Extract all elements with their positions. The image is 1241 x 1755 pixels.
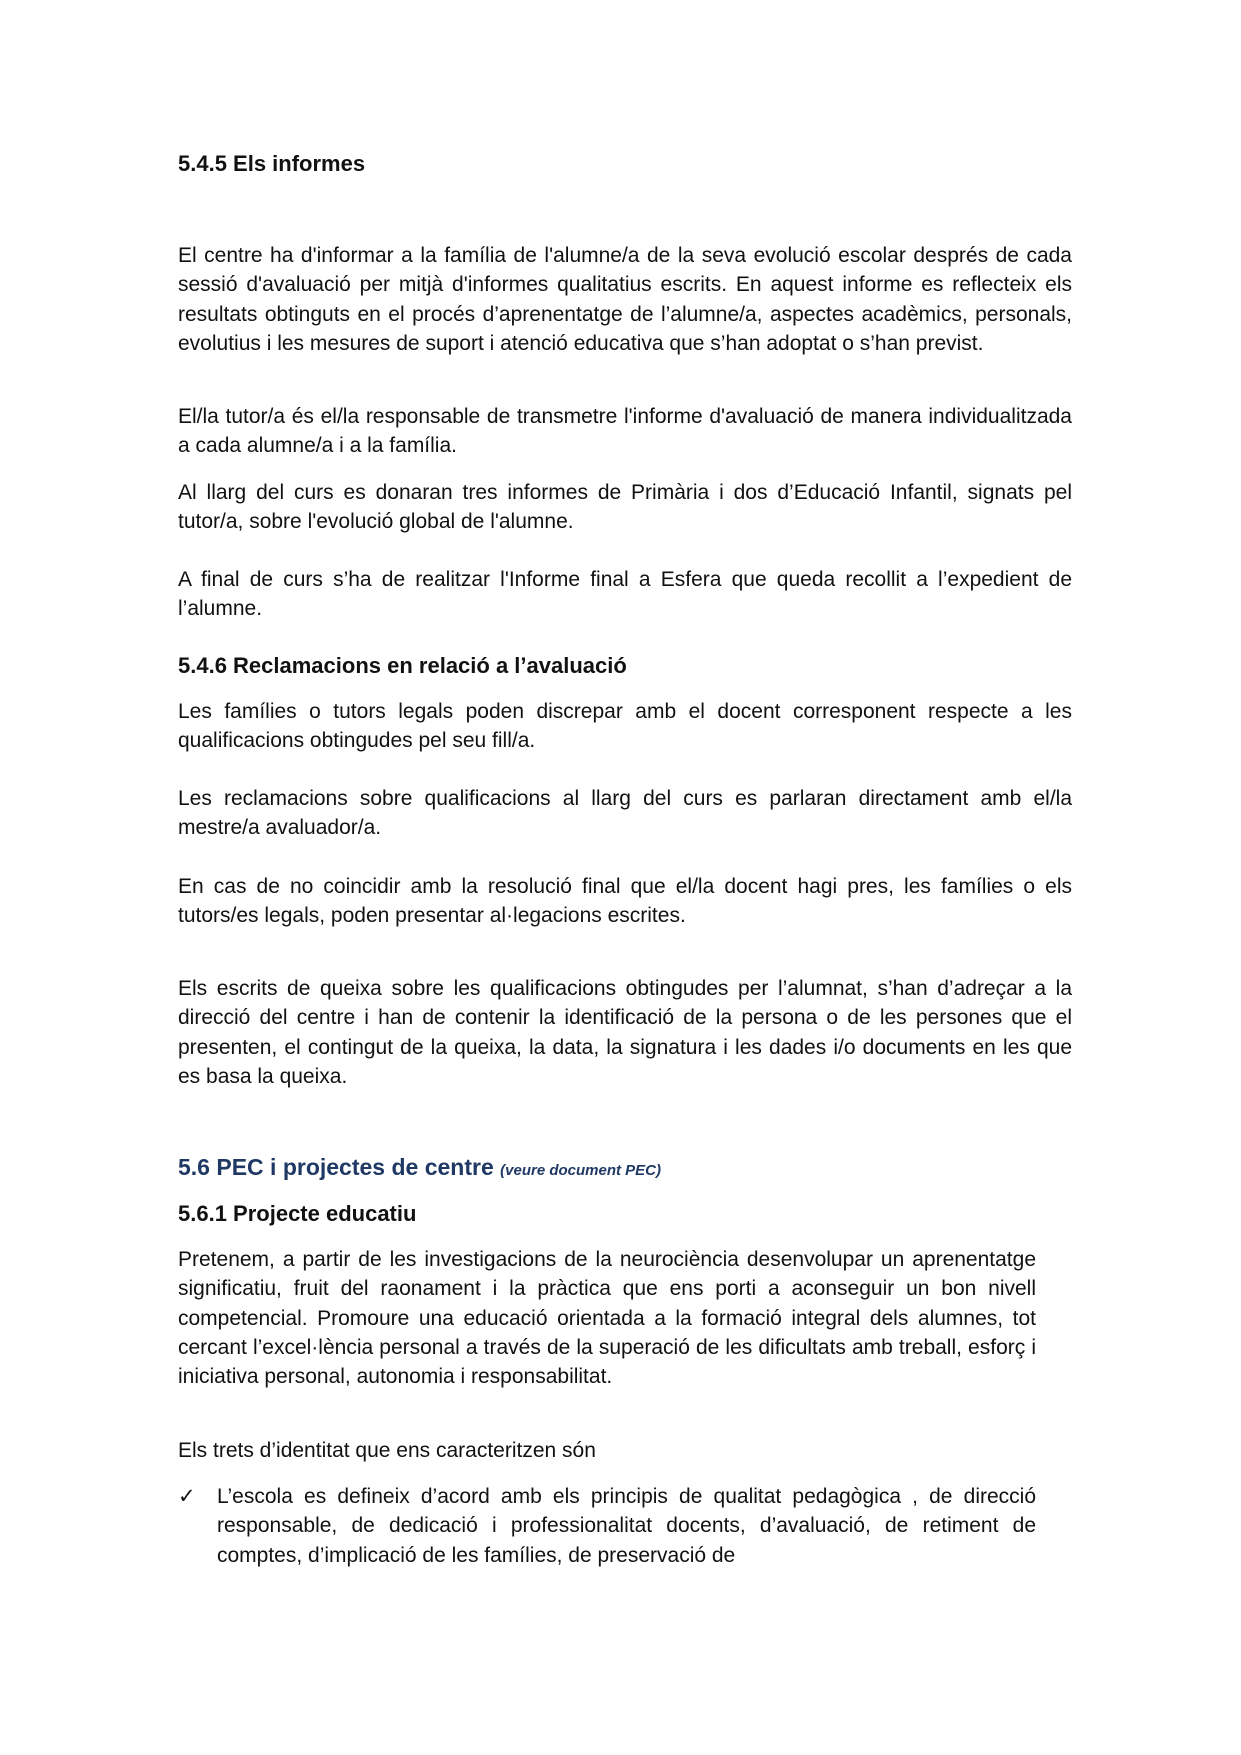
paragraph: En cas de no coincidir amb la resolució final que el/la docent hagi pres, les famílies o els tutors/es legals, poden presentar al·legacions escrites. <box>178 875 1072 928</box>
bullet-item <box>178 1482 1036 1570</box>
paragraph: Els trets d’identitat que ens caracteritzen són <box>178 1439 596 1462</box>
paragraph: El centre ha d'informar a la família de l'alumne/a de la seva evolució escolar després de cada sessió d'avaluació per mitjà d'informes qualitatius escrits. En aquest informe es reflecteix els resultats obtinguts en el procés d’aprenentatge de l’alumne/a, aspectes acadèmics, personals, evolutius i les mesures de suport i atenció educativa que s’han adoptat o s’han previst. <box>178 244 1072 355</box>
section-heading-projecte-educatiu: 5.6.1 Projecte educatiu <box>178 1201 417 1226</box>
bullet-text: L’escola es defineix d’acord amb els principis de qualitat pedagògica , de direcció responsable, de dedicació i professionalitat docents, d’avaluació, de retiment de comptes, d’implicació de les famílies, de preservació de <box>217 1485 1036 1567</box>
paragraph: El/la tutor/a és el/la responsable de transmetre l'informe d'avaluació de manera individualitzada a cada alumne/a i a la família. <box>178 405 1072 458</box>
paragraph: Al llarg del curs es donaran tres informes de Primària i dos d’Educació Infantil, signats pel tutor/a, sobre l'evolució global de l'alumne. <box>178 481 1072 534</box>
checkmark-icon: ✓ <box>178 1485 196 1508</box>
paragraph: Els escrits de queixa sobre les qualificacions obtingudes per l’alumnat, s’han d’adreçar a la direcció del centre i han de contenir la identificació de la persona o de les persones que el presenten, el contingut de la queixa, la data, la signatura i les dades i/o documents en les que es basa la queixa. <box>178 977 1072 1088</box>
section-heading-informes: 5.4.5 Els informes <box>178 151 366 176</box>
pec-reference-note: (veure document PEC) <box>500 1162 662 1179</box>
paragraph: Les reclamacions sobre qualificacions al llarg del curs es parlaran directament amb el/la mestre/a avaluador/a. <box>178 787 1072 840</box>
pec-heading-text: 5.6 PEC i projectes de centre <box>178 1154 494 1180</box>
paragraph: A final de curs s’ha de realitzar l'Informe final a Esfera que queda recollit a l’expedient de l’alumne. <box>178 568 1072 621</box>
paragraph: Les famílies o tutors legals poden discrepar amb el docent corresponent respecte a les qualificacions obtingudes pel seu fill/a. <box>178 700 1072 753</box>
paragraph: Pretenem, a partir de les investigacions de la neurociència desenvolupar un aprenentatge significatiu, fruit del raonament i la pràctica que ens porti a aconseguir un bon nivell competencial. Promoure una educació orientada a la formació integral dels alumnes, tot cercant l’excel·lència personal a través de la superació de les dificultats amb treball, esforç i iniciativa personal, autonomia i responsabilitat. <box>178 1248 1036 1389</box>
section-heading-pec <box>178 1153 1072 1185</box>
section-heading-reclamacions: 5.4.6 Reclamacions en relació a l’avaluació <box>178 653 627 678</box>
